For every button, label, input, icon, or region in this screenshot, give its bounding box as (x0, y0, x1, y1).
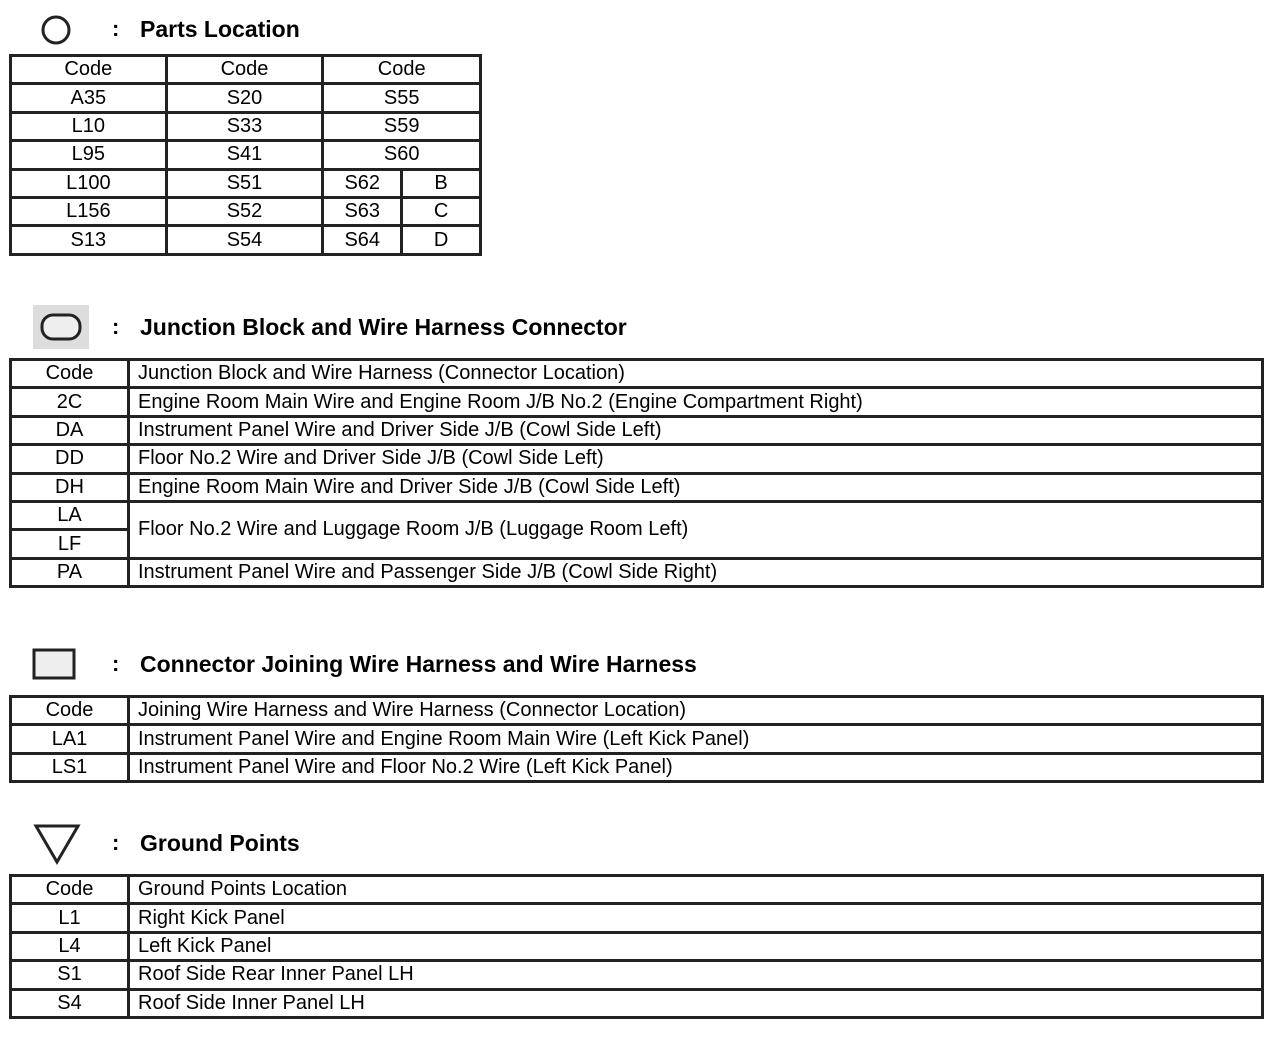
table-row (11, 416, 1263, 444)
code-cell: L1 (11, 904, 129, 932)
desc-cell: Engine Room Main Wire and Engine Room J/B No.2 (Engine Compartment Right) (129, 388, 1263, 416)
code-cell: L4 (11, 932, 129, 960)
table-row (11, 753, 1263, 781)
code-cell: 2C (11, 388, 129, 416)
code-cell: S1 (11, 961, 129, 989)
table-row (11, 961, 1263, 989)
header-cell: Code (11, 56, 167, 84)
section-title: Junction Block and Wire Harness Connector (140, 313, 627, 340)
header-code-cell: Code (11, 360, 129, 388)
parts-location-header (0, 12, 600, 46)
table-row (11, 989, 1263, 1017)
table-row (11, 904, 1263, 932)
triangle-down-icon (32, 822, 82, 866)
code-cell: LA (11, 501, 129, 529)
code-cell: S59 (323, 112, 481, 140)
connector-table (9, 695, 1264, 783)
suffix-cell: C (402, 197, 481, 225)
desc-cell: Floor No.2 Wire and Luggage Room J/B (Luggage Room Left) (129, 501, 1263, 558)
colon: : (112, 830, 120, 855)
desc-cell: Engine Room Main Wire and Driver Side J/B (Cowl Side Left) (129, 473, 1263, 501)
circle-icon (40, 14, 72, 46)
code-cell: DD (11, 445, 129, 473)
table-header-row (11, 360, 1263, 388)
table-row (11, 84, 481, 112)
header-desc-cell: Ground Points Location (129, 876, 1263, 904)
code-cell: LF (11, 530, 129, 558)
table-row (11, 725, 1263, 753)
table-row (11, 169, 481, 197)
code-cell: S51 (166, 169, 323, 197)
desc-cell: Roof Side Rear Inner Panel LH (129, 961, 1263, 989)
desc-cell: Left Kick Panel (129, 932, 1263, 960)
table-header-row (11, 876, 1263, 904)
colon: : (112, 314, 120, 339)
code-cell: L156 (11, 197, 167, 225)
desc-cell: Instrument Panel Wire and Floor No.2 Wire (Left Kick Panel) (129, 753, 1263, 781)
table-header-row (11, 56, 481, 84)
code-cell: LS1 (11, 753, 129, 781)
code-cell: A35 (11, 84, 167, 112)
table-row (11, 112, 481, 140)
colon: : (112, 651, 120, 676)
code-cell: DH (11, 473, 129, 501)
code-cell: S4 (11, 989, 129, 1017)
code-cell: S55 (323, 84, 481, 112)
table-row (11, 197, 481, 225)
ground-points-header (0, 826, 600, 860)
code-cell: S52 (166, 197, 323, 225)
rounded-rect-shaded-icon (32, 304, 90, 350)
rectangle-icon (32, 648, 76, 680)
section-title: Parts Location (140, 15, 300, 42)
table-row (11, 445, 1263, 473)
header-cell: Code (323, 56, 481, 84)
code-cell: S20 (166, 84, 323, 112)
header-cell: Code (166, 56, 323, 84)
header-desc-cell: Joining Wire Harness and Wire Harness (Connector Location) (129, 697, 1263, 725)
code-cell: S41 (166, 141, 323, 169)
code-cell: LA1 (11, 725, 129, 753)
suffix-cell: D (402, 226, 481, 254)
connector-header (0, 647, 900, 681)
table-row (11, 388, 1263, 416)
code-cell: S13 (11, 226, 167, 254)
suffix-cell: B (402, 169, 481, 197)
desc-cell: Instrument Panel Wire and Passenger Side J/B (Cowl Side Right) (129, 558, 1263, 586)
code-cell: S62 (323, 169, 402, 197)
code-cell: L95 (11, 141, 167, 169)
code-cell: DA (11, 416, 129, 444)
header-code-cell: Code (11, 876, 129, 904)
code-cell: PA (11, 558, 129, 586)
table-header-row (11, 697, 1263, 725)
ground-points-table (9, 874, 1264, 1019)
parts-location-table (9, 54, 482, 256)
desc-cell: Right Kick Panel (129, 904, 1263, 932)
table-row (11, 558, 1263, 586)
header-code-cell: Code (11, 697, 129, 725)
header-desc-cell: Junction Block and Wire Harness (Connector Location) (129, 360, 1263, 388)
desc-cell: Instrument Panel Wire and Driver Side J/B (Cowl Side Left) (129, 416, 1263, 444)
code-cell: L100 (11, 169, 167, 197)
table-row (11, 473, 1263, 501)
code-cell: S60 (323, 141, 481, 169)
code-cell: S64 (323, 226, 402, 254)
junction-block-header (0, 310, 900, 344)
code-cell: S54 (166, 226, 323, 254)
colon: : (112, 16, 120, 41)
section-title: Connector Joining Wire Harness and Wire Harness (140, 650, 697, 677)
table-row (11, 141, 481, 169)
desc-cell: Floor No.2 Wire and Driver Side J/B (Cowl Side Left) (129, 445, 1263, 473)
table-row (11, 226, 481, 254)
table-row (11, 932, 1263, 960)
code-cell: S63 (323, 197, 402, 225)
table-row (11, 501, 1263, 529)
junction-block-table (9, 358, 1264, 588)
section-title: Ground Points (140, 829, 300, 856)
code-cell: L10 (11, 112, 167, 140)
desc-cell: Instrument Panel Wire and Engine Room Main Wire (Left Kick Panel) (129, 725, 1263, 753)
desc-cell: Roof Side Inner Panel LH (129, 989, 1263, 1017)
code-cell: S33 (166, 112, 323, 140)
